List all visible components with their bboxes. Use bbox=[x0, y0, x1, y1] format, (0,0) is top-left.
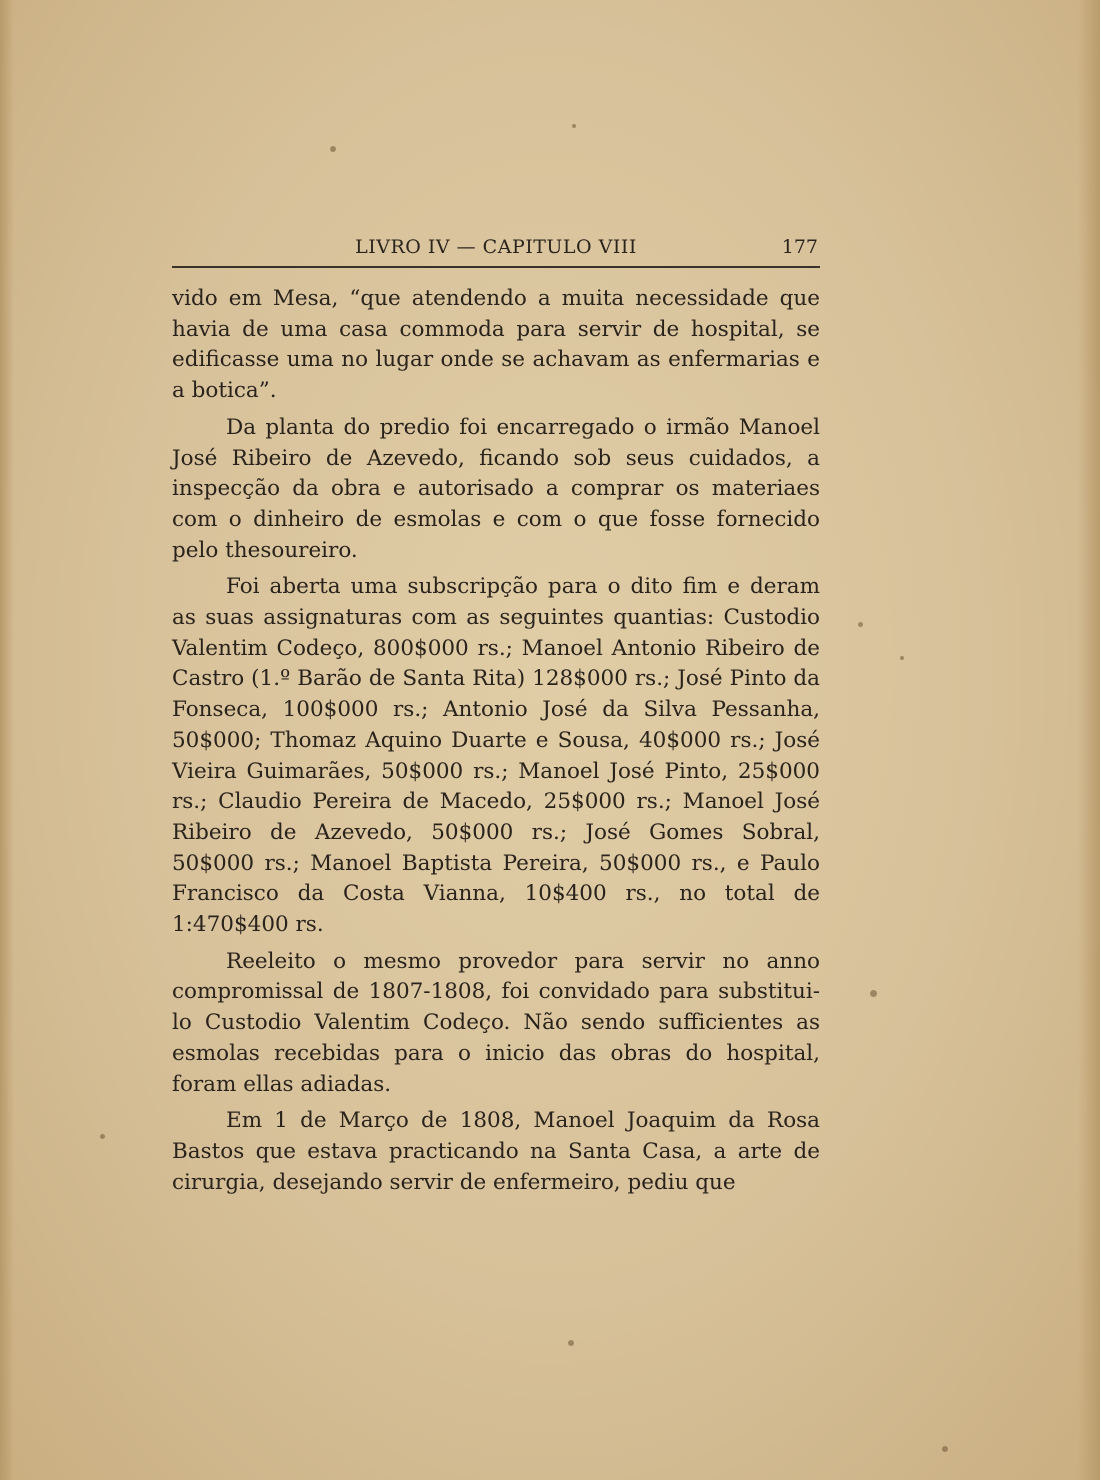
paragraph: Reeleito o mesmo provedor para servir no anno compromissal de 1807-1808, foi convidado para substitui-lo Custodio Valentim Codeço. Não sendo sufficientes as esmolas recebidas para o inicio das obras do hospital, foram ellas adiadas. bbox=[172, 948, 820, 1097]
paragraph: vido em Mesa, “que atendendo a muita necessidade que havia de uma casa commoda para servir de hospital, se edificasse uma no lugar onde se achavam as enfermarias e a botica”. bbox=[172, 286, 820, 404]
paragraph: Da planta do predio foi encarregado o irmão Manoel José Ribeiro de Azevedo, ficando sob seus cuidados, a inspecção da obra e autorisado a comprar os materiaes com o dinheiro de esmolas e com o que fosse fornecido pelo thesoureiro. bbox=[172, 414, 820, 563]
paper-spot bbox=[568, 1340, 574, 1346]
paper-spot bbox=[870, 990, 877, 997]
paragraph: Em 1 de Março de 1808, Manoel Joaquim da Rosa Bastos que estava practicando na Santa Casa, a arte de cirurgia, desejando servir de enfermeiro, pediu que bbox=[172, 1108, 820, 1195]
paragraph: Foi aberta uma subscripção para o dito fim e deram as suas assignaturas com as seguintes quantias: Custodio Valentim Codeço, 800$000 rs.; Manoel Antonio Ribeiro de Castro (1.º Barão de Santa Rita) 128$000 rs.; José Pinto da Fonseca, 100$000 rs.; Antonio José da Silva Pessanha, 50$000; Thomaz Aquino Duarte e Sousa, 40$000 rs.; José Vieira Guimarães, 50$000 rs.; Manoel José Pinto, 25$000 rs.; Claudio Pereira de Macedo, 25$000 rs.; Manoel José Ribeiro de Azevedo, 50$000 rs.; José Gomes Sobral, 50$000 rs.; Manoel Baptista Pereira, 50$000 rs., e Paulo Francisco da Costa Vianna, 10$400 rs., no total de 1:470$400 rs. bbox=[172, 574, 820, 938]
running-title: LIVRO IV — CAPITULO VIII bbox=[355, 236, 637, 258]
paper-spot bbox=[100, 1134, 105, 1139]
paper-spot bbox=[858, 622, 863, 627]
page-number: 177 bbox=[781, 236, 818, 258]
paper-spot bbox=[942, 1446, 948, 1452]
page-header bbox=[172, 236, 820, 268]
page-left-edge bbox=[0, 0, 14, 1480]
page-body bbox=[172, 284, 820, 1204]
page-right-edge bbox=[1078, 0, 1100, 1480]
paper-spot bbox=[572, 124, 576, 128]
paper-spot bbox=[330, 146, 336, 152]
paper-spot bbox=[900, 656, 904, 660]
